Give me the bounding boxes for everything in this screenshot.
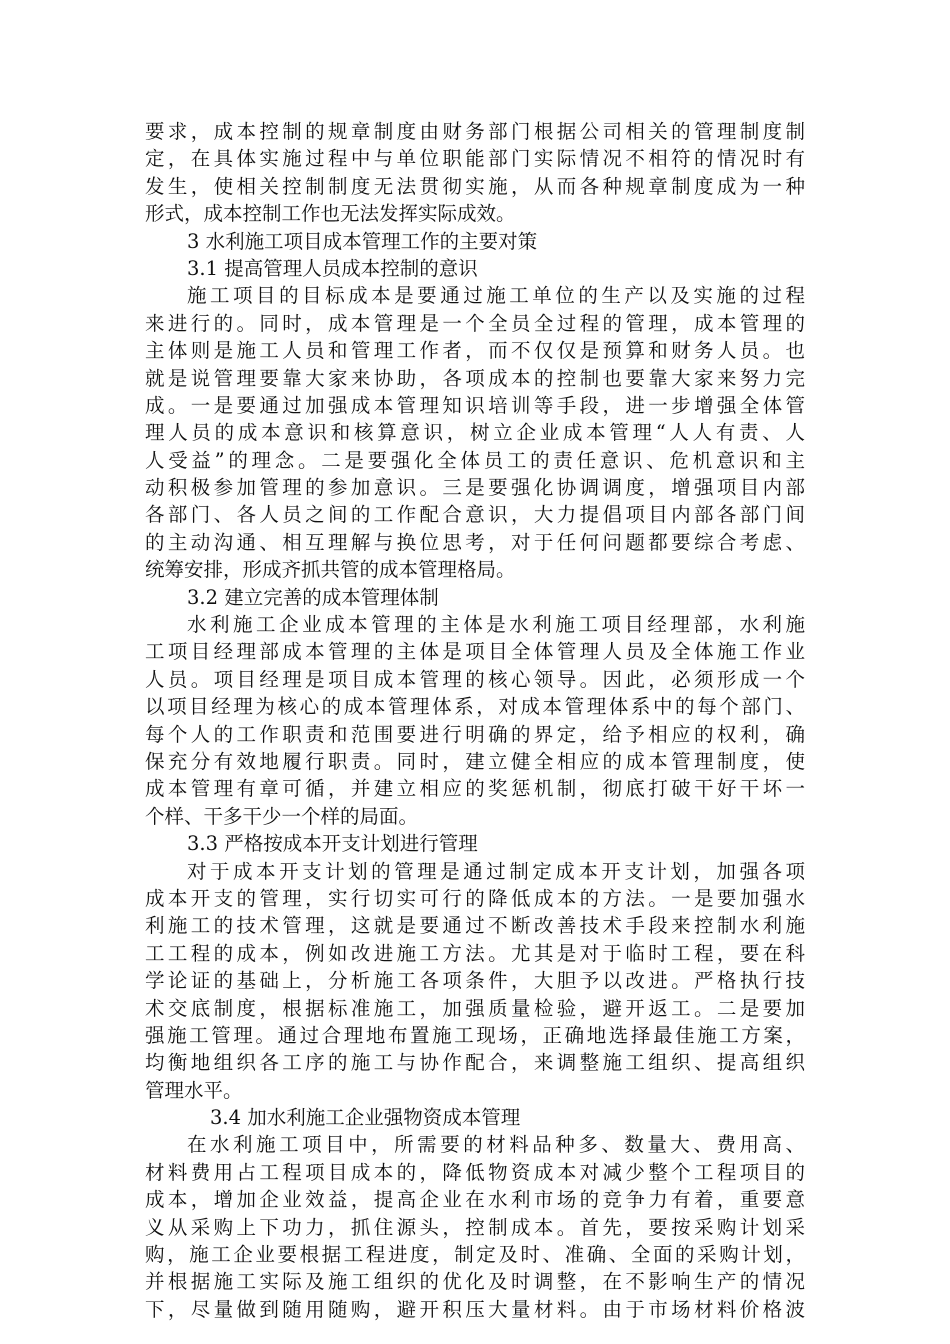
paragraph-line: 术交底制度，根据标准施工，加强质量检验，避开返工。二是要加	[145, 996, 805, 1020]
paragraph-line: 要求，成本控制的规章制度由财务部门根据公司相关的管理制度制	[145, 120, 805, 143]
paragraph-line: 利施工的技术管理，这就是要通过不断改善技术手段来控制水利施	[145, 914, 805, 938]
paragraph-line: 在水利施工项目中，所需要的材料品种多、数量大、费用高、	[187, 1133, 805, 1157]
section-heading	[145, 228, 805, 255]
paragraph-line: 工工程的成本，例如改进施工方法。尤其是对于临时工程，要在科	[145, 941, 805, 965]
paragraph-line: 管理水平。	[145, 1078, 243, 1102]
paragraph-line: 材料费用占工程项目成本的，降低物资成本对减少整个工程项目的	[145, 1160, 805, 1184]
heading-text: 3.4 加水利施工企业强物资成本管理	[210, 1106, 521, 1130]
paragraph-line: 成本开支的管理，实行切实可行的降低成本的方法。一是要加强水	[145, 886, 805, 910]
paragraph-line: 义从采购上下功力，抓住源头，控制成本。首先，要按采购计划采	[145, 1215, 805, 1239]
body-paragraph	[145, 282, 805, 583]
heading-text: 3.2 建立完善的成本管理体制	[187, 585, 439, 609]
paragraph-line: 保充分有效地履行职责。同时，建立健全相应的成本管理制度，使	[145, 749, 805, 773]
paragraph-line: 人员。项目经理是项目成本管理的核心领导。因此，必须形成一个	[145, 667, 805, 691]
paragraph-line: 发生，使相关控制制度无法贯彻实施，从而各种规章制度成为一种	[145, 174, 805, 198]
heading-text: 3 水利施工项目成本管理工作的主要对策	[187, 229, 538, 253]
paragraph-line: 施工项目的目标成本是要通过施工单位的生产以及实施的过程	[187, 284, 805, 308]
paragraph-line: 并根据施工实际及施工组织的优化及时调整，在不影响生产的情况	[145, 1270, 805, 1294]
paragraph-line: 每个人的工作职责和范围要进行明确的界定，给予相应的权利，确	[145, 722, 805, 746]
section-heading	[145, 584, 805, 611]
paragraph-line: 强施工管理。通过合理地布置施工现场，正确地选择最佳施工方案，	[145, 1023, 805, 1047]
paragraph-line: 学论证的基础上，分析施工各项条件，大胆予以改进。严格执行技	[145, 969, 805, 993]
body-paragraph	[145, 118, 805, 228]
paragraph-line: 的主动沟通、相互理解与换位思考，对于任何问题都要综合考虑、	[145, 530, 805, 554]
paragraph-line: 工项目经理部成本管理的主体是项目全体管理人员及全体施工作业	[145, 640, 805, 664]
paragraph-line: 个样、干多干少一个样的局面。	[145, 804, 419, 828]
document-page	[145, 118, 805, 1323]
paragraph-line: 对于成本开支计划的管理是通过制定成本开支计划，加强各项	[187, 859, 805, 883]
body-paragraph	[145, 858, 805, 1105]
paragraph-line: 成本，增加企业效益，提高企业在水利市场的竞争力有着，重要意	[145, 1188, 805, 1212]
paragraph-line: 下，尽量做到随用随购，避开积压大量材料。由于市场材料价格波	[145, 1297, 805, 1321]
paragraph-line: 来进行的。同时，成本管理是一个全员全过程的管理，成本管理的	[145, 311, 805, 335]
paragraph-line: 均衡地组织各工序的施工与协作配合，来调整施工组织、提高组织	[145, 1051, 805, 1075]
paragraph-line: 统筹安排，形成齐抓共管的成本管理格局。	[145, 558, 516, 582]
paragraph-line: 就是说管理要靠大家来协助，各项成本的控制也要靠大家来努力完	[145, 366, 805, 390]
paragraph-line: 购，施工企业要根据工程进度，制定及时、准确、全面的采购计划，	[145, 1243, 805, 1267]
paragraph-line: 成本管理有章可循，并建立相应的奖惩机制，彻底打破干好干坏一	[145, 777, 805, 801]
paragraph-line: 形式，成本控制工作也无法发挥实际成效。	[145, 202, 516, 226]
paragraph-line: 主体则是施工人员和管理工作者，而不仅仅是预算和财务人员。也	[145, 339, 805, 363]
paragraph-line: 理人员的成本意识和核算意识，树立企业成本管理“人人有责、人	[145, 421, 805, 445]
heading-text: 3.1 提高管理人员成本控制的意识	[187, 256, 478, 280]
body-paragraph	[145, 611, 805, 830]
paragraph-line: 各部门、各人员之间的工作配合意识，大力提倡项目内部各部门间	[145, 503, 805, 527]
body-paragraph	[145, 1131, 805, 1323]
section-heading	[145, 255, 805, 282]
paragraph-line: 定，在具体实施过程中与单位职能部门实际情况不相符的情况时有	[145, 147, 805, 171]
paragraph-line: 以项目经理为核心的成本管理体系，对成本管理体系中的每个部门、	[145, 695, 805, 719]
paragraph-line: 成。一是要通过加强成本管理知识培训等手段，进一步增强全体管	[145, 393, 805, 417]
paragraph-line: 动积极参加管理的参加意识。三是要强化协调调度，增强项目内部	[145, 476, 805, 500]
section-heading	[145, 830, 805, 857]
section-heading	[145, 1104, 805, 1131]
heading-text: 3.3 严格按成本开支计划进行管理	[187, 832, 478, 856]
paragraph-line: 人受益”的理念。二是要强化全体员工的责任意识、危机意识和主	[145, 448, 805, 472]
paragraph-line: 水利施工企业成本管理的主体是水利施工项目经理部，水利施	[187, 613, 805, 637]
